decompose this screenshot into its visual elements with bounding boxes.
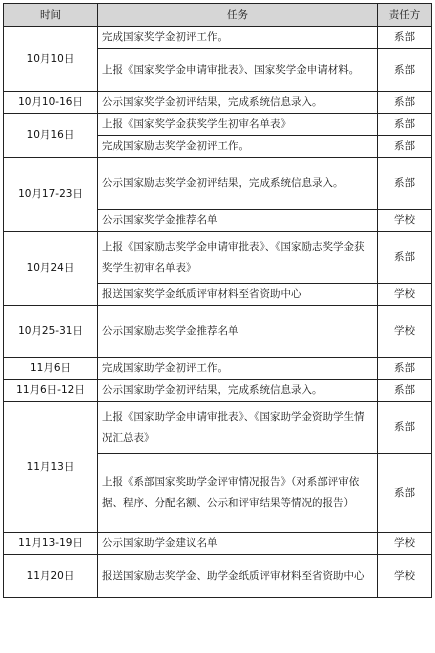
table-row [4, 114, 432, 136]
task-cell: 完成国家助学金初评工作。 [98, 358, 378, 380]
owner-cell: 系部 [378, 358, 432, 380]
time-cell: 10月10日 [4, 27, 98, 92]
owner-cell: 学校 [378, 555, 432, 598]
task-cell: 公示国家励志奖学金推荐名单 [98, 306, 378, 358]
task-cell: 公示国家助学金建议名单 [98, 533, 378, 555]
task-cell: 完成国家奖学金初评工作。 [98, 27, 378, 49]
time-cell: 10月16日 [4, 114, 98, 158]
task-cell: 完成国家励志奖学金初评工作。 [98, 136, 378, 158]
task-cell: 上报《国家奖学金获奖学生初审名单表》 [98, 114, 378, 136]
time-cell: 11月13日 [4, 402, 98, 533]
table-row [4, 402, 432, 454]
table-header-row [4, 4, 432, 27]
owner-cell: 系部 [378, 136, 432, 158]
task-cell: 报送国家奖学金纸质评审材料至省资助中心 [98, 284, 378, 306]
time-cell: 10月25-31日 [4, 306, 98, 358]
schedule-table-container [3, 3, 432, 598]
time-cell: 11月13-19日 [4, 533, 98, 555]
task-cell: 公示国家励志奖学金初评结果，完成系统信息录入。 [98, 158, 378, 210]
table-row [4, 27, 432, 49]
owner-cell: 系部 [378, 49, 432, 92]
task-cell: 上报《系部国家奖助学金评审情况报告》（对系部评审依据、程序、分配名额、公示和评审结果等情况的报告） [98, 454, 378, 533]
time-cell: 10月10-16日 [4, 92, 98, 114]
owner-cell: 系部 [378, 232, 432, 284]
task-cell: 报送国家励志奖学金、助学金纸质评审材料至省资助中心 [98, 555, 378, 598]
table-row [4, 306, 432, 358]
time-cell: 11月6日-12日 [4, 380, 98, 402]
schedule-table [3, 3, 432, 598]
table-row [4, 358, 432, 380]
header-task: 任务 [98, 4, 378, 27]
table-row [4, 380, 432, 402]
task-cell: 上报《国家奖学金申请审批表》、国家奖学金申请材料。 [98, 49, 378, 92]
table-row [4, 158, 432, 210]
owner-cell: 系部 [378, 92, 432, 114]
owner-cell: 系部 [378, 114, 432, 136]
owner-cell: 学校 [378, 210, 432, 232]
owner-cell: 系部 [378, 402, 432, 454]
owner-cell: 学校 [378, 533, 432, 555]
table-row [4, 555, 432, 598]
task-cell: 公示国家奖学金推荐名单 [98, 210, 378, 232]
header-time: 时间 [4, 4, 98, 27]
table-row [4, 533, 432, 555]
table-row [4, 92, 432, 114]
header-owner: 责任方 [378, 4, 432, 27]
time-cell: 11月20日 [4, 555, 98, 598]
owner-cell: 学校 [378, 306, 432, 358]
task-cell: 上报《国家助学金申请审批表》、《国家助学金资助学生情况汇总表》 [98, 402, 378, 454]
owner-cell: 系部 [378, 27, 432, 49]
owner-cell: 系部 [378, 454, 432, 533]
task-cell: 公示国家助学金初评结果，完成系统信息录入。 [98, 380, 378, 402]
time-cell: 10月24日 [4, 232, 98, 306]
time-cell: 10月17-23日 [4, 158, 98, 232]
time-cell: 11月6日 [4, 358, 98, 380]
task-cell: 上报《国家励志奖学金申请审批表》、《国家励志奖学金获奖学生初审名单表》 [98, 232, 378, 284]
owner-cell: 系部 [378, 158, 432, 210]
task-cell: 公示国家奖学金初评结果，完成系统信息录入。 [98, 92, 378, 114]
owner-cell: 系部 [378, 380, 432, 402]
owner-cell: 学校 [378, 284, 432, 306]
table-row [4, 232, 432, 284]
